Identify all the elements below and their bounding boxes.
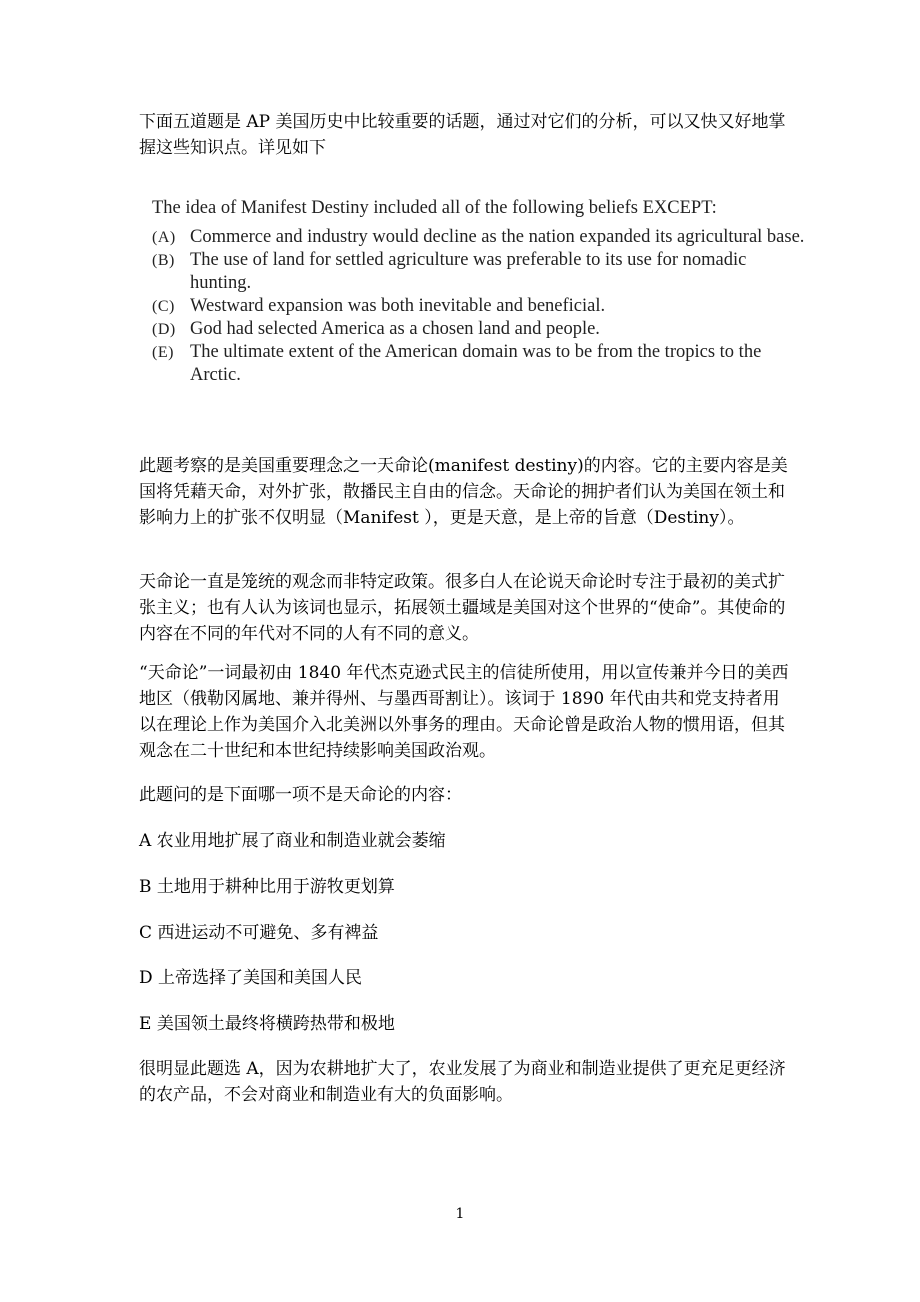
option-text: Commerce and industry would decline as the nation expanded its agricultural base. <box>190 227 805 247</box>
question-prompt: 此题问的是下面哪一项不是天命论的内容： <box>139 785 462 805</box>
question-option-b <box>152 249 812 295</box>
answer-option-e: E 美国领土最终将横跨热带和极地 <box>139 1014 395 1034</box>
option-text: Westward expansion was both inevitable and beneficial. <box>190 296 606 316</box>
option-letter: (B) <box>152 252 175 269</box>
option-letter: (E) <box>152 344 174 361</box>
option-text: The ultimate extent of the American domain was to be from the tropics to the Arctic. <box>190 342 762 385</box>
question-option-e <box>152 341 812 387</box>
option-text: The use of land for settled agriculture was preferable to its use for nomadic hunting. <box>190 250 747 293</box>
question-option-a <box>152 226 812 249</box>
option-text: God had selected America as a chosen land and people. <box>190 319 600 339</box>
question-option-c <box>152 295 812 318</box>
answer-option-c: C 西进运动不可避免、多有裨益 <box>139 923 379 943</box>
answer-option-a: A 农业用地扩展了商业和制造业就会萎缩 <box>139 831 446 851</box>
conclusion-paragraph: 很明显此题选 A，因为农耕地扩大了，农业发展了为商业和制造业提供了更充足更经济的农产品，不会对商业和制造业有大的负面影响。 <box>139 1059 786 1105</box>
option-letter: (C) <box>152 298 175 315</box>
question-stem: The idea of Manifest Destiny included all of the following beliefs EXCEPT: <box>152 198 717 218</box>
explanation-paragraph-3: “天命论”一词最初由 1840 年代杰克逊式民主的信徒所使用，用以宣传兼并今日的美西地区（俄勒冈属地、兼并得州、与墨西哥割让）。该词于 1890 年代由共和党支持者用以在理论上作为美国介入北美洲以外事务的理由。天命论曾是政治人物的惯用语，但其观念在二十世纪和本世纪持续影响美国政治观。 <box>139 663 789 761</box>
option-letter: (A) <box>152 229 176 246</box>
intro-paragraph: 下面五道题是 AP 美国历史中比较重要的话题，通过对它们的分析，可以又快又好地掌握这些知识点。详见如下 <box>139 112 786 158</box>
answer-option-b: B 土地用于耕种比用于游牧更划算 <box>139 877 395 897</box>
explanation-paragraph-2: 天命论一直是笼统的观念而非特定政策。很多白人在论说天命论时专注于最初的美式扩张主义；也有人认为该词也显示，拓展领土疆域是美国对这个世界的“使命”。其使命的内容在不同的年代对不同的人有不同的意义。 <box>139 572 786 644</box>
page-number: 1 <box>455 1206 465 1222</box>
option-letter: (D) <box>152 321 176 338</box>
answer-option-d: D 上帝选择了美国和美国人民 <box>139 968 363 988</box>
question-image <box>152 197 812 387</box>
explanation-paragraph-1: 此题考察的是美国重要理念之一天命论(manifest destiny)的内容。它的主要内容是美国将凭藉天命，对外扩张，散播民主自由的信念。天命论的拥护者们认为美国在领土和影响力上的扩张不仅明显（Manifest ），更是天意，是上帝的旨意（Destiny）。 <box>139 456 788 528</box>
question-option-d <box>152 318 812 341</box>
